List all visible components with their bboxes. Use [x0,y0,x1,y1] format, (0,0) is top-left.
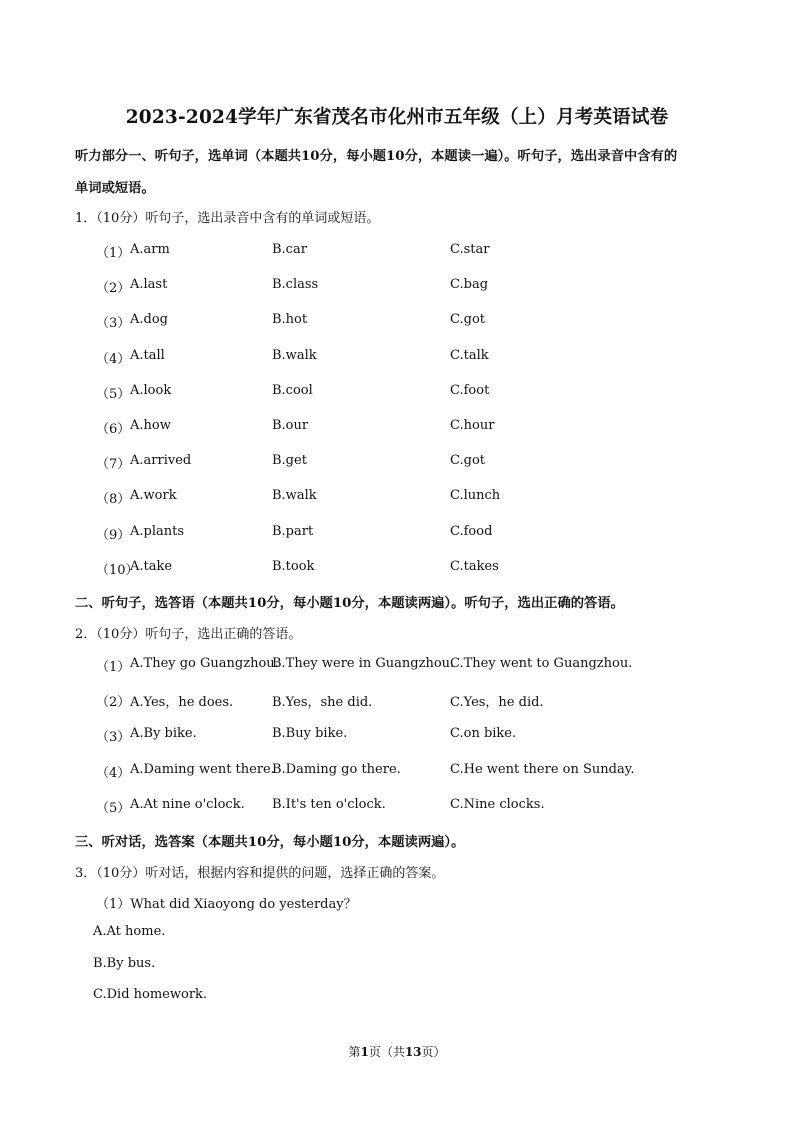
part2-item-number: （4） [96,765,131,781]
part1-item-number: （9） [96,527,131,543]
part2-option-a: A.By bike. [130,726,197,742]
part1-option-a: A.arrived [130,453,192,469]
page-title: 2023-2024学年广东省茂名市化州市五年级（上）月考英语试卷 [125,107,669,128]
part2-option-b: B.Yes，she did. [272,695,373,711]
part1-option-c: C.hour [450,418,495,433]
part1-option-c: C.lunch [450,488,501,504]
part2-item-number: （1） [96,660,131,675]
part1-item-number: （6） [96,422,131,437]
part1-item-number: （5） [96,386,131,402]
part1-option-c: C.star [450,242,490,257]
part2-option-c: C.Nine clocks. [450,796,545,812]
part1-option-b: B.get [272,453,307,469]
q3-option-a: A.At home. [93,924,166,939]
part2-option-b: B.They were in Guangzhou. [272,656,455,671]
part1-option-c: C.takes [450,558,499,574]
part1-option-b: B.our [272,418,309,433]
footer-page-number: 1 [360,1045,369,1059]
page-footer [0,1043,794,1060]
part1-option-b: B.class [272,277,319,293]
part1-option-b: B.car [272,242,307,257]
part1-heading-line2: 单词或短语。 [75,181,155,196]
part1-item-number: （3） [96,316,131,332]
part2-item-number: （5） [96,800,131,816]
part3-heading: 三、听对话，选答案（本题共10分，每小题10分，本题读两遍）。 [75,835,465,850]
part1-option-a: A.work [130,488,177,504]
part1-option-b: B.took [272,558,315,574]
part2-option-a: A.Daming went there. [130,761,275,777]
part2-option-c: C.He went there on Sunday. [450,761,635,777]
part1-option-c: C.talk [450,347,489,363]
part1-option-c: C.foot [450,382,490,398]
part2-option-c: C.Yes，he did. [450,695,544,711]
part1-option-a: A.plants [130,523,185,539]
footer-total-pages: 13 [404,1045,422,1059]
part2-option-a: A.At nine o'clock. [130,796,245,812]
part1-option-c: C.got [450,312,485,328]
part2-item-number: （2） [96,695,131,711]
part2-option-c: C.on bike. [450,726,517,742]
question-1: 1．（10分）听句子，选出录音中含有的单词或短语。 [75,211,380,226]
question-3-sub-1: （1）What did Xiaoyong do yesterday？ [96,897,357,912]
part1-option-a: A.how [130,418,171,433]
part1-item-number: （10） [96,562,139,578]
footer-prefix: 第 [348,1045,361,1059]
part1-option-a: A.tall [130,347,165,363]
part1-option-b: B.part [272,523,314,539]
part1-option-b: B.cool [272,382,313,398]
part1-option-b: B.walk [272,488,317,504]
footer-suffix: 页） [421,1045,446,1059]
part1-option-a: A.take [130,558,173,574]
part1-option-c: C.food [450,523,493,539]
part1-option-b: B.hot [272,312,308,328]
part2-option-b: B.It's ten o'clock. [272,796,386,812]
question-2: 2．（10分）听句子，选出正确的答语。 [75,627,302,642]
part1-option-a: A.look [130,382,172,398]
part2-option-a: A.Yes，he does. [130,695,234,711]
part1-item-number: （7） [96,457,131,473]
part1-option-a: A.last [130,277,168,293]
part1-heading-line1: 听力部分一、听句子，选单词（本题共10分，每小题10分，本题读一遍）。听句子，选出录音中含有的 [75,149,678,164]
part1-item-number: （1） [96,246,131,261]
part1-option-c: C.got [450,453,485,469]
part1-option-b: B.walk [272,347,317,363]
part1-item-number: （2） [96,281,131,297]
q3-option-b: B.By bus. [93,956,156,971]
footer-mid: 页（共 [368,1045,405,1059]
part1-item-number: （8） [96,492,131,508]
part2-option-b: B.Buy bike. [272,726,348,742]
part2-option-b: B.Daming go there. [272,761,401,777]
part1-item-number: （4） [96,351,131,367]
part2-heading: 二、听句子，选答语（本题共10分，每小题10分，本题读两遍）。听句子，选出正确的答语。 [75,596,624,611]
question-3: 3．（10分）听对话，根据内容和提供的问题，选择正确的答案。 [75,866,445,881]
q3-option-c: C.Did homework. [93,987,208,1002]
part1-option-c: C.bag [450,277,489,293]
part2-option-a: A.They go Guangzhou. [130,656,279,671]
part2-option-c: C.They went to Guangzhou. [450,656,633,671]
part1-option-a: A.dog [130,312,168,328]
part1-option-a: A.arm [130,242,170,257]
part2-item-number: （3） [96,730,131,746]
